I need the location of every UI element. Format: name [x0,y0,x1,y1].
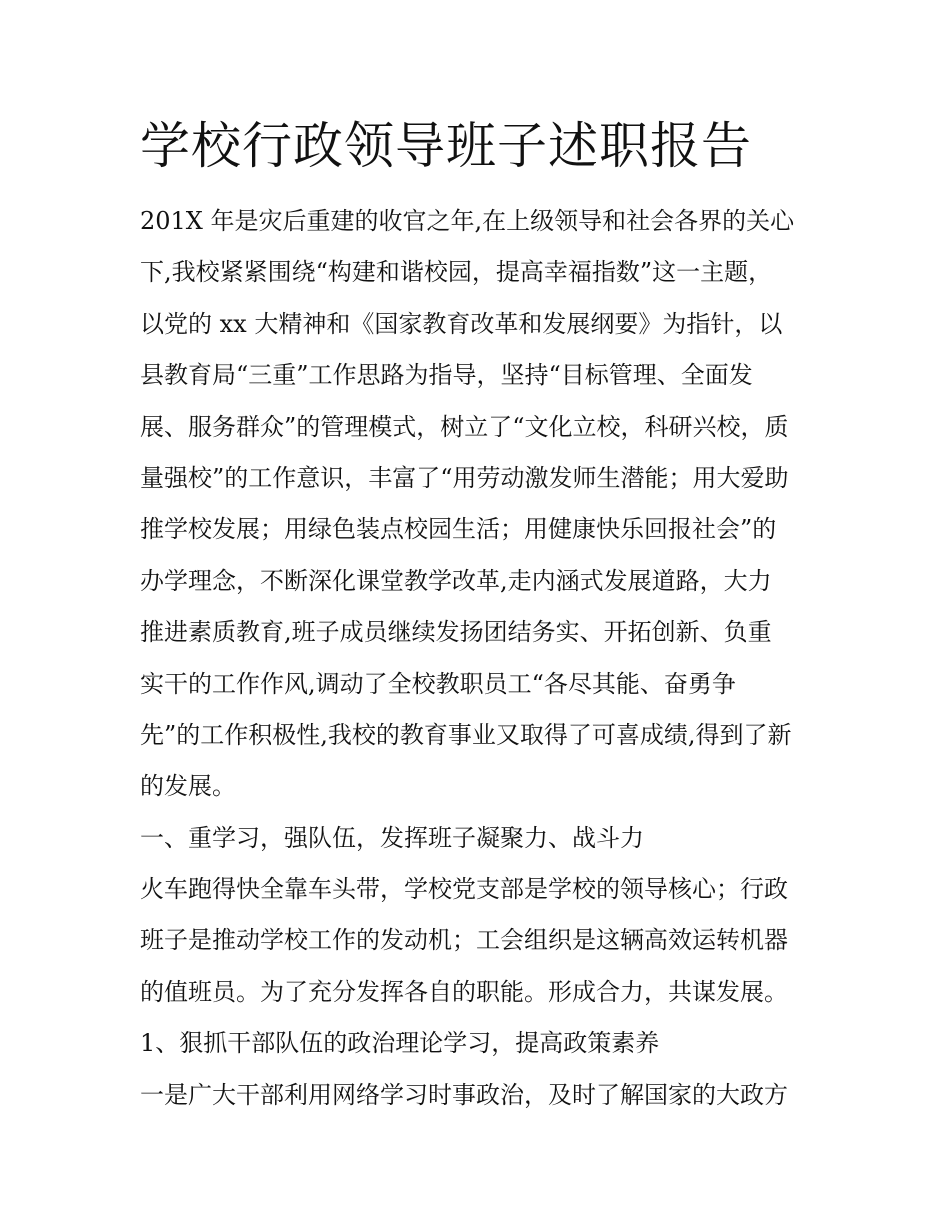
body-line: 201X 年是灾后重建的收官之年,在上级领导和社会各界的关心 [140,207,795,235]
body-line: 办学理念，不断深化课堂教学改革,走内涵式发展道路，大力 [140,566,772,595]
subsection-heading: 1、狠抓干部队伍的政治理论学习，提高政策素养 [140,1029,660,1058]
document-body [140,196,830,1121]
body-line: 推进素质教育,班子成员继续发扬团结务实、开拓创新、负重 [140,618,772,647]
body-line: 县教育局“三重”工作思路为指导，坚持“目标管理、全面发 [140,361,753,390]
body-line: 以党的 xx 大精神和《国家教育改革和发展纲要》为指针，以 [140,309,783,338]
body-line: 实干的工作作风,调动了全校教职员工“各尽其能、奋勇争 [140,669,736,698]
body-line: 推学校发展；用绿色装点校园生活；用健康快乐回报社会”的 [140,515,777,544]
body-line: 展、服务群众”的管理模式，树立了“文化立校，科研兴校，质 [140,412,789,441]
body-line: 下,我校紧紧围绕“构建和谐校园，提高幸福指数”这一主题， [140,258,773,287]
document-title: 学校行政领导班子述职报告 [140,117,752,175]
body-line: 先”的工作积极性,我校的教育事业又取得了可喜成绩,得到了新 [140,720,792,749]
body-line: 班子是推动学校工作的发动机；工会组织是这辆高效运转机器 [140,926,788,955]
body-line: 量强校”的工作意识，丰富了“用劳动激发师生潜能；用大爱助 [140,463,789,492]
body-line: 的值班员。为了充分发挥各自的职能。形成合力，共谋发展。 [140,977,788,1006]
body-line: 一是广大干部利用网络学习时事政治，及时了解国家的大政方 [140,1080,788,1109]
body-line: 火车跑得快全靠车头带，学校党支部是学校的领导核心；行政 [140,875,788,904]
section-heading: 一、重学习，强队伍，发挥班子凝聚力、战斗力 [140,823,644,852]
body-line: 的发展。 [140,772,236,801]
